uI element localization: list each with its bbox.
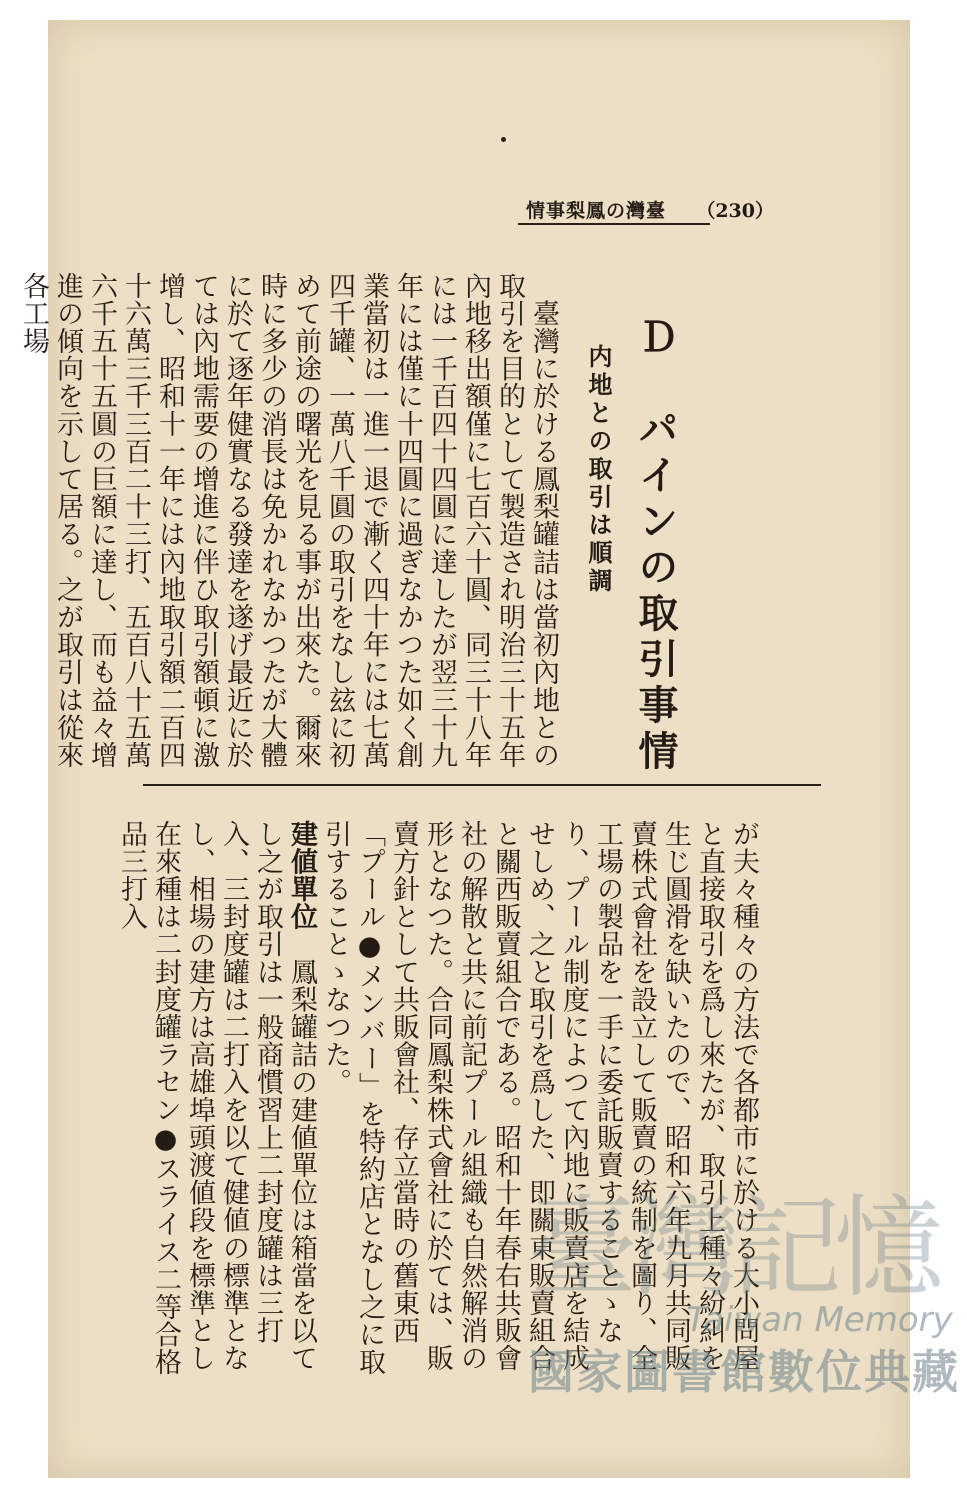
page-number: （230） — [696, 200, 774, 222]
scanned-page — [18, 20, 960, 1478]
print-speck — [501, 137, 506, 142]
running-header — [526, 196, 774, 226]
body-column-bottom — [38, 820, 760, 1380]
running-header-title: 臺灣の鳳梨事情 — [526, 200, 667, 222]
section-subtitle: 内地との取引は順調 — [584, 344, 613, 596]
paragraph-heading: 建値單位 — [286, 820, 317, 931]
column-divider — [143, 784, 821, 786]
section-title: Ｄ パインの取引事情 — [632, 316, 679, 776]
watermark-english: Taiwan Memory — [686, 1300, 953, 1340]
header-rule — [518, 223, 710, 225]
watermark-logo: 臺灣記憶 — [528, 1184, 936, 1312]
body-paragraph-pricing: 鳳梨罐詰の建値單位は箱當を以てし之が取引は一般商慣習上二封度罐は三打入、三封度罐は二打入を以て健値の標準となし、相場の建方は高雄埠頭渡値段を標準とし在來種は二封度罐ラセン●スライス二等合格品三打入 — [116, 820, 317, 1376]
body-paragraph-bottom: が夫々種々の方法で各都市に於ける大小問屋と直接取引を爲し來たが、取引上種々紛糾を生じ圓滑を缺いたので、昭和六年九月共同販賣株式會社を設立して販賣の統制を圖り、全工場の製品を一手に委託販賣することゝなり、プール制度によつて內地に販賣店を結成せしめ、之と取引を爲した、即關東販賣組合と關西販賣組合である。昭和十年春右共販會社の解散と共に前記プール組織も自然解消の形となつた。合同鳳梨株式會社に於ては、販賣方針として共販會社、存立當時の舊東西「プール●メンバー」を特約店となし之に取引することゝなつた。 — [320, 820, 759, 1376]
body-paragraph-top: 臺灣に於ける鳳梨罐詰は當初內地との取引を目的として製造され明治三十五年內地移出額僅に七百六十圓、同三十八年には一千百四十四圓に達したが翌三十九年には僅に十四圓に過ぎなかつた如く創業當初は一進一退で漸く四十年には七萬四千罐、一萬八千圓の取引をなし玆に初めて前途の曙光を見る事が出來た。爾來時に多少の消長は免かれなかつたが大體に於て逐年健實なる發達を遂げ最近に於ては內地需要の增進に伴ひ取引額頓に激增し、昭和十一年には內地取引額二百四十六萬三千三百二十三打、五百八十五萬六千五十五圓の巨額に達し、而も益々增進の傾向を示して居る。之が取引は從來各工場 — [18, 272, 559, 769]
watermark-organization: 國家圖書館數位典藏 — [528, 1345, 960, 1399]
